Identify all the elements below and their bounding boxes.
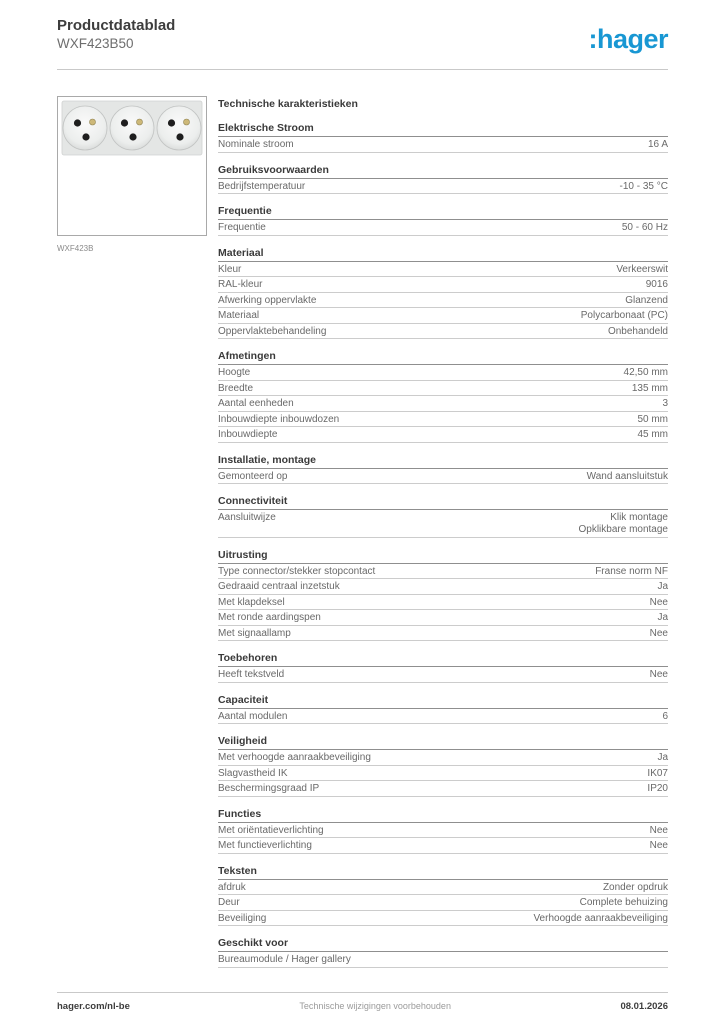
spec-row (218, 564, 668, 580)
spec-value: 16 A (647, 139, 668, 150)
spec-value: 9016 (645, 279, 668, 290)
spec-section (218, 865, 668, 927)
spec-label: Met klapdeksel (218, 596, 285, 608)
spec-row (218, 277, 668, 293)
spec-label: Frequentie (218, 222, 266, 233)
spec-section (218, 495, 668, 538)
header-titles (57, 16, 175, 53)
spec-row (218, 262, 668, 278)
table-title: Technische karakteristieken (218, 98, 358, 110)
spec-label: Bureaumodule / Hager gallery (218, 954, 351, 965)
section-title: Uitrusting (218, 549, 668, 564)
spec-value: 135 mm (631, 382, 668, 394)
spec-value: Nee (649, 824, 668, 836)
spec-label: Beveiliging (218, 912, 267, 924)
spec-label: Hoogte (218, 367, 251, 378)
spec-section (218, 205, 668, 236)
spec-label: Nominale stroom (218, 139, 294, 150)
spec-row (218, 510, 668, 538)
spec-row (218, 324, 668, 340)
spec-row (218, 952, 668, 968)
spec-value: 42,50 mm (623, 367, 668, 378)
spec-value: 6 (662, 710, 668, 722)
spec-label: Aansluitwijze (218, 512, 276, 523)
footer-row (57, 993, 668, 1012)
section-title: Elektrische Stroom (218, 122, 668, 137)
socket-illustration (58, 97, 206, 235)
spec-label: Kleur (218, 263, 242, 275)
spec-label: Met ronde aardingspen (218, 612, 321, 623)
spec-section (218, 247, 668, 340)
spec-label: Slagvastheid IK (218, 767, 288, 779)
spec-section (218, 694, 668, 725)
product-image-caption: WXF423B (57, 244, 94, 253)
doc-title: Productdatablad (57, 17, 176, 34)
spec-section (218, 808, 668, 854)
spec-label: Gedraaid centraal inzetstuk (218, 581, 340, 592)
section-title: Toebehoren (218, 652, 668, 667)
spec-label: Met oriëntatieverlichting (218, 824, 324, 836)
spec-value: Verkeerswit (616, 263, 668, 275)
spec-value: Klik montage Opklikbare montage (578, 512, 668, 535)
spec-label: Bedrijfstemperatuur (218, 180, 306, 192)
section-title: Gebruiksvoorwaarden (218, 164, 668, 179)
spec-section (218, 652, 668, 683)
spec-row (218, 626, 668, 642)
spec-row (218, 412, 668, 428)
spec-value: Nee (649, 627, 668, 639)
spec-label: Beschermingsgraad IP (218, 783, 320, 794)
spec-row (218, 838, 668, 854)
spec-label: Gemonteerd op (218, 470, 288, 482)
spec-value: Nee (649, 840, 668, 851)
spec-value: Ja (657, 752, 668, 763)
page-footer (57, 992, 668, 1012)
spec-section (218, 164, 668, 195)
spec-row (218, 396, 668, 412)
section-title: Frequentie (218, 205, 668, 220)
spec-value: 50 mm (637, 413, 668, 425)
spec-value: Polycarbonaat (PC) (580, 310, 668, 321)
spec-value: Nee (649, 669, 668, 680)
spec-value: -10 - 35 °C (619, 180, 668, 192)
spec-label: Aantal eenheden (218, 398, 294, 409)
spec-row (218, 365, 668, 381)
spec-row (218, 667, 668, 683)
hager-logo: :hager (588, 24, 668, 54)
spec-value: Glanzend (625, 294, 668, 306)
spec-row (218, 610, 668, 626)
spec-label: Materiaal (218, 310, 260, 321)
spec-section (218, 454, 668, 485)
spec-value: Ja (657, 612, 668, 623)
spec-row (218, 469, 668, 485)
spec-value: Verhoogde aanraakbeveiliging (533, 912, 668, 924)
spec-row (218, 750, 668, 766)
spec-row (218, 781, 668, 797)
spec-label: afdruk (218, 881, 246, 893)
product-image-column (57, 96, 207, 968)
spec-value: 3 (662, 398, 668, 409)
spec-label: Heeft tekstveld (218, 669, 285, 680)
spec-label: RAL-kleur (218, 279, 263, 290)
section-title: Teksten (218, 865, 668, 880)
spec-value: IP20 (647, 783, 668, 794)
spec-row (218, 766, 668, 782)
spec-section (218, 937, 668, 968)
footer-date: 08.01.2026 (620, 1001, 668, 1012)
section-title: Connectiviteit (218, 495, 668, 510)
section-title: Geschikt voor (218, 937, 668, 952)
spec-row (218, 880, 668, 896)
spec-row (218, 579, 668, 595)
spec-label: Aantal modulen (218, 710, 288, 722)
section-title: Materiaal (218, 247, 668, 262)
spec-value: Complete behuizing (579, 897, 668, 908)
section-title: Installatie, montage (218, 454, 668, 469)
footer-website-link[interactable]: hager.com/nl-be (57, 1001, 130, 1012)
header-divider (57, 69, 668, 70)
section-title: Capaciteit (218, 694, 668, 709)
section-title: Afmetingen (218, 350, 668, 365)
spec-row (218, 595, 668, 611)
spec-label: Breedte (218, 382, 254, 394)
spec-value: IK07 (647, 767, 668, 779)
spec-row (218, 179, 668, 195)
spec-label: Type connector/stekker stopcontact (218, 565, 376, 577)
spec-label: Met functieverlichting (218, 840, 312, 851)
spec-label: Inbouwdiepte (218, 429, 278, 440)
spec-label: Oppervlaktebehandeling (218, 325, 327, 337)
spec-value: Wand aansluitstuk (586, 470, 668, 482)
spec-label: Met verhoogde aanraakbeveiliging (218, 752, 371, 763)
spec-row (218, 427, 668, 443)
spec-value: Ja (657, 581, 668, 592)
spec-row (218, 895, 668, 911)
spec-row (218, 823, 668, 839)
spec-section (218, 549, 668, 642)
spec-section (218, 735, 668, 797)
spec-value: 50 - 60 Hz (621, 222, 668, 233)
spec-row (218, 220, 668, 236)
spec-row (218, 137, 668, 153)
spec-value: 45 mm (637, 429, 668, 440)
spec-label: Afwerking oppervlakte (218, 294, 317, 306)
spec-value: Onbehandeld (607, 325, 668, 337)
spec-row (218, 709, 668, 725)
spec-row (218, 911, 668, 927)
main-content (57, 96, 668, 968)
spec-value: Zonder opdruk (602, 881, 668, 893)
product-image (57, 96, 207, 236)
spec-value: Nee (649, 596, 668, 608)
spec-section (218, 122, 668, 153)
spec-table (218, 96, 668, 968)
spec-row (218, 381, 668, 397)
spec-label: Deur (218, 897, 240, 908)
product-code: WXF423B50 (57, 36, 134, 51)
spec-row (218, 308, 668, 324)
footer-disclaimer: Technische wijzigingen voorbehouden (299, 1001, 451, 1011)
spec-label: Met signaallamp (218, 627, 291, 639)
spec-sections (218, 122, 668, 968)
page-header (57, 16, 668, 56)
section-title: Functies (218, 808, 668, 823)
spec-row (218, 293, 668, 309)
spec-section (218, 350, 668, 443)
spec-label: Inbouwdiepte inbouwdozen (218, 413, 340, 425)
spec-value: Franse norm NF (595, 565, 668, 577)
section-title: Veiligheid (218, 735, 668, 750)
